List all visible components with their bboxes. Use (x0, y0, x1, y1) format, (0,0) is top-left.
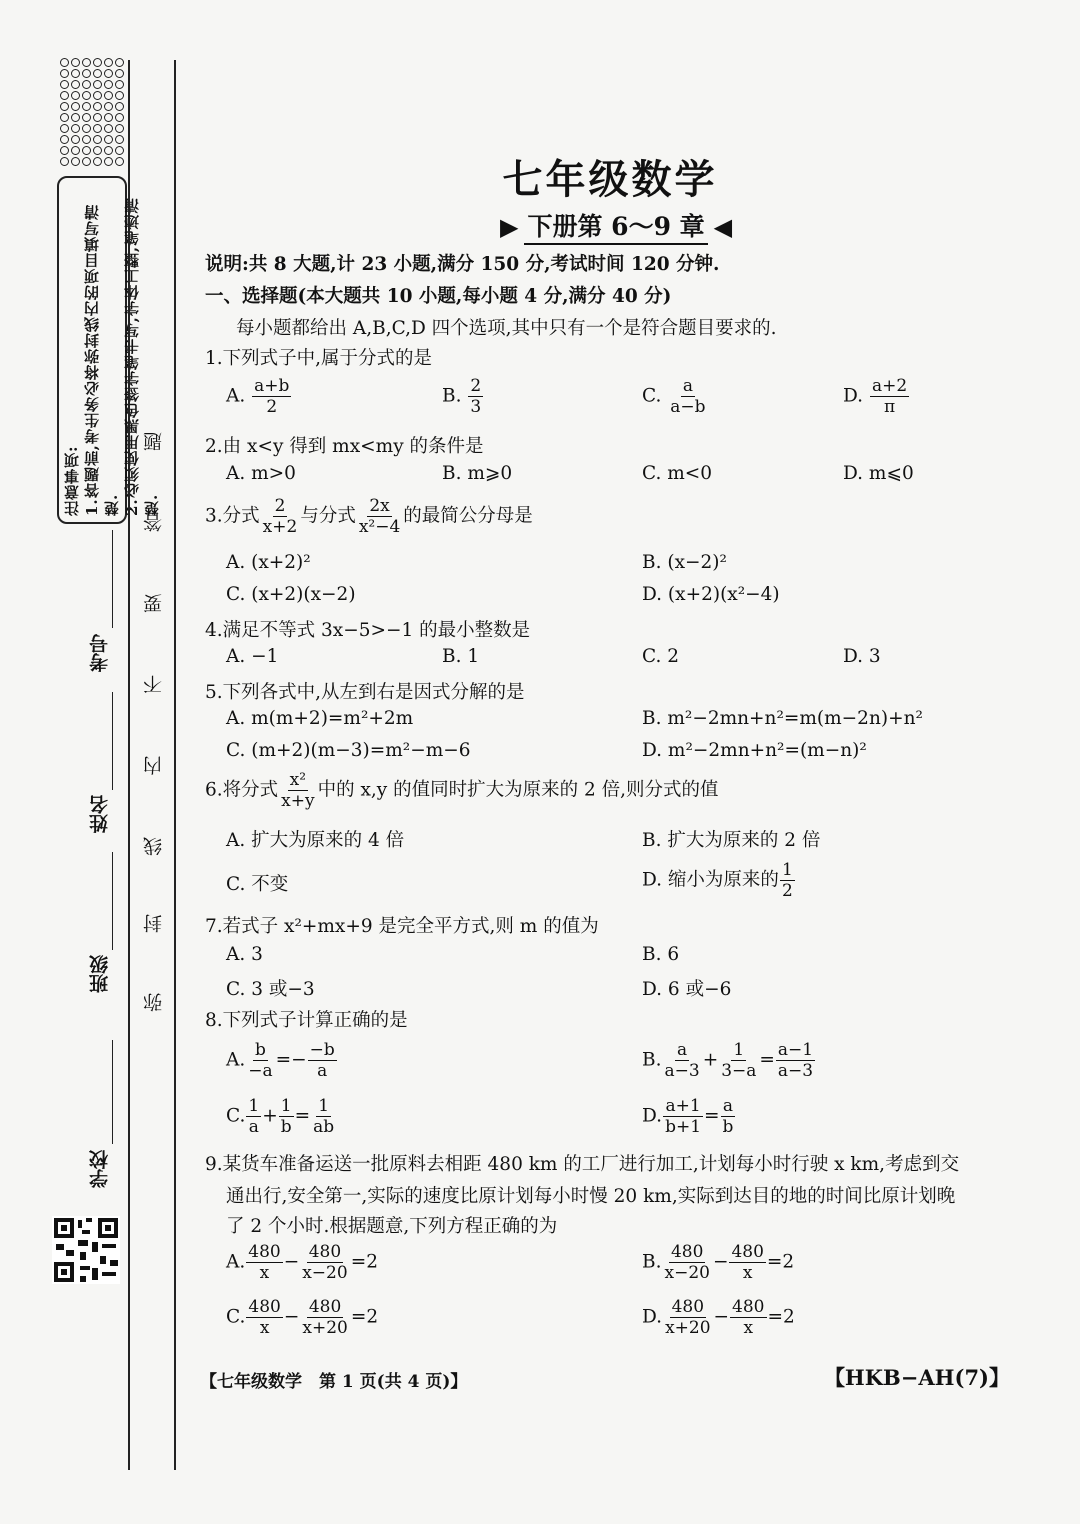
q8-option-a[interactable]: A. $\frac{b}{-a}$ =− $\frac{-b}{a}$ (226, 1040, 335, 1081)
q8-stem: 8.下列式子计算正确的是 (205, 1010, 408, 1031)
q9-line2: 通出行,安全第一,实际的速度比原计划每小时慢 20 km,实际到达目的地的时间比原计划晚 (226, 1186, 956, 1207)
option-label: C. (642, 385, 662, 407)
q2-option-c[interactable]: C. m<0 (642, 463, 713, 484)
q9-option-c[interactable]: C. $\frac{480}{x}$ − $\frac{480}{x+20}$ =2 (226, 1297, 379, 1338)
q4-option-a[interactable]: A. −1 (226, 646, 279, 667)
q4-option-d[interactable]: D. 3 (843, 646, 881, 667)
q7-option-b[interactable]: B. 6 (642, 944, 680, 965)
q1-option-c[interactable] (642, 376, 709, 417)
q9-line3: 了 2 个小时.根据题意,下列方程正确的为 (226, 1216, 558, 1237)
fraction: $\frac{2}{3}$ (470, 376, 482, 417)
footer-code: 【HKB−AH(7)】 (823, 1365, 1010, 1390)
q8-option-d[interactable]: D. $\frac{a+1}{b+1}$ = $\frac{a}{b}$ (642, 1096, 734, 1137)
q6-option-a[interactable]: A. 扩大为原来的 4 倍 (226, 830, 405, 851)
option-label: B. (442, 385, 462, 407)
class-label: 班级 (89, 955, 111, 993)
qr-code-icon (52, 1216, 120, 1284)
q2-stem: 2.由 x<y 得到 mx<my 的条件是 (205, 436, 484, 457)
page-title: 七年级数学 (502, 156, 718, 203)
seal-char-7: 封 (143, 914, 165, 933)
q5-option-d[interactable]: D. m²−2mn+n²=(m−n)² (642, 740, 867, 761)
fraction: $\frac{a+b}{2}$ (254, 376, 290, 417)
q4-stem: 4.满足不等式 3x−5>−1 的最小整数是 (205, 620, 531, 641)
triangle-left-icon: ◀ (713, 211, 733, 241)
section-intro: 每小题都给出 A,B,C,D 四个选项,其中只有一个是符合题目要求的. (236, 318, 777, 339)
q2-option-b[interactable]: B. m⩾0 (442, 463, 513, 484)
q7-option-d[interactable]: D. 6 或−6 (642, 979, 732, 1000)
exam-no-label: 考号 (89, 634, 111, 672)
q5-option-b[interactable]: B. m²−2mn+n²=m(m−2n)+n² (642, 708, 923, 729)
q3-option-a[interactable]: A. (x+2)² (226, 552, 311, 573)
q2-option-a[interactable]: A. m>0 (226, 463, 296, 484)
section-heading: 一、选择题(本大题共 10 小题,每小题 4 分,满分 40 分) (205, 286, 672, 307)
instructions: 说明:共 8 大题,计 23 小题,满分 150 分,考试时间 120 分钟. (205, 254, 720, 275)
notice-text (62, 186, 162, 516)
fraction: $\frac{a+2}{\pi}$ (871, 376, 908, 417)
q6-option-c[interactable]: C. 不变 (226, 874, 289, 895)
option-label: D. (843, 385, 864, 407)
q4-option-b[interactable]: B. 1 (442, 646, 480, 667)
notice-box (57, 176, 161, 524)
q1-stem: 1.下列式子中,属于分式的是 (205, 348, 433, 369)
school-line[interactable] (112, 1040, 113, 1144)
fraction: $\frac{a}{a-b}$ (670, 376, 706, 417)
q7-stem: 7.若式子 x²+mx+9 是完全平方式,则 m 的值为 (205, 916, 599, 937)
q9-option-d[interactable]: D. $\frac{480}{x+20}$ − $\frac{480}{x}$ =2 (642, 1297, 795, 1338)
seal-char-5: 内 (143, 756, 165, 775)
q7-option-a[interactable]: A. 3 (226, 944, 263, 965)
q6-stem: 6.将分式 $\frac{\text{x²}}{x+y}$ 中的 x,y 的值同时扩大为原来的 2 倍,则分式的值 (205, 770, 719, 811)
notice-item-2: 2.必须使用黑色签字笔书写,字体工整,笔迹清楚. (123, 197, 161, 516)
margin-line (128, 60, 130, 1470)
name-line[interactable] (112, 692, 113, 790)
seal-char-1: 题 (143, 432, 165, 451)
triangle-right-icon: ▶ (500, 211, 519, 241)
subtitle-text: 下册第 6～9 章 (524, 207, 707, 245)
q8-option-b[interactable]: B. $\frac{a}{a-3}$ + $\frac{1}{3-a}$ = $\frac{a-1}{a-3}$ (642, 1040, 814, 1081)
q6-option-d[interactable]: D. 缩小为原来的 $\frac{1}{2}$ (642, 860, 793, 901)
q5-stem: 5.下列各式中,从左到右是因式分解的是 (205, 682, 525, 703)
q6-option-b[interactable]: B. 扩大为原来的 2 倍 (642, 830, 821, 851)
fraction: $\frac{2}{x+2}$ (262, 496, 298, 537)
notice-item-1: 1.答题前,考生务必将弥封线内的项目填写清楚. (83, 204, 121, 516)
fraction: $\frac{\text{x²}}{x+y}$ (281, 770, 315, 811)
q5-option-a[interactable]: A. m(m+2)=m²+2m (226, 708, 414, 729)
q9-option-b[interactable]: B. $\frac{480}{x-20}$ − $\frac{480}{x}$ =2 (642, 1242, 795, 1283)
school-label: 学校 (89, 1150, 111, 1188)
q8-option-c[interactable]: C. $\frac{1}{a}$ + $\frac{1}{b}$ = $\frac{1}{ab}$ (226, 1096, 335, 1137)
fraction: $\frac{1}{2}$ (781, 860, 793, 901)
seal-char-4: 不 (143, 675, 165, 694)
q9-option-a[interactable]: A. $\frac{480}{x}$ − $\frac{480}{x-20}$ =2 (226, 1242, 378, 1283)
q3-option-b[interactable]: B. (x−2)² (642, 552, 727, 573)
q3-stem: 3.分式 $\frac{2}{x+2}$ 与分式 $\frac{2x}{\text{x²−4}}$ 的最简公分母是 (205, 496, 533, 537)
seal-line (174, 60, 176, 1470)
option-label: A. (226, 385, 246, 407)
seal-char-2: 答 (143, 513, 165, 532)
q1-option-a[interactable] (226, 376, 292, 417)
q4-option-c[interactable]: C. 2 (642, 646, 680, 667)
q5-option-c[interactable]: C. (m+2)(m−3)=m²−m−6 (226, 740, 471, 761)
q3-option-c[interactable]: C. (x+2)(x−2) (226, 584, 356, 605)
class-line[interactable] (112, 852, 113, 950)
notice-title: 注意事项: (63, 445, 81, 516)
seal-char-3: 要 (143, 594, 165, 613)
subtitle (500, 207, 732, 245)
exam-no-line[interactable] (112, 530, 113, 628)
footer-page-info: 【七年级数学 第 1 页(共 4 页)】 (200, 1372, 468, 1392)
q7-option-c[interactable]: C. 3 或−3 (226, 979, 315, 1000)
seal-char-8: 弥 (143, 993, 165, 1012)
q3-option-d[interactable]: D. (x+2)(x²−4) (642, 584, 780, 605)
seal-char-6: 线 (143, 837, 165, 856)
q2-option-d[interactable]: D. m⩽0 (843, 463, 914, 484)
fraction: $\frac{2x}{\text{x²−4}}$ (358, 496, 401, 537)
q1-option-d[interactable] (843, 376, 910, 417)
name-label: 姓名 (89, 795, 111, 833)
q1-option-b[interactable] (442, 376, 484, 417)
q9-line1: 9.某货车准备运送一批原料去相距 480 km 的工厂进行加工,计划每小时行驶 x km,考虑到交 (205, 1154, 960, 1175)
